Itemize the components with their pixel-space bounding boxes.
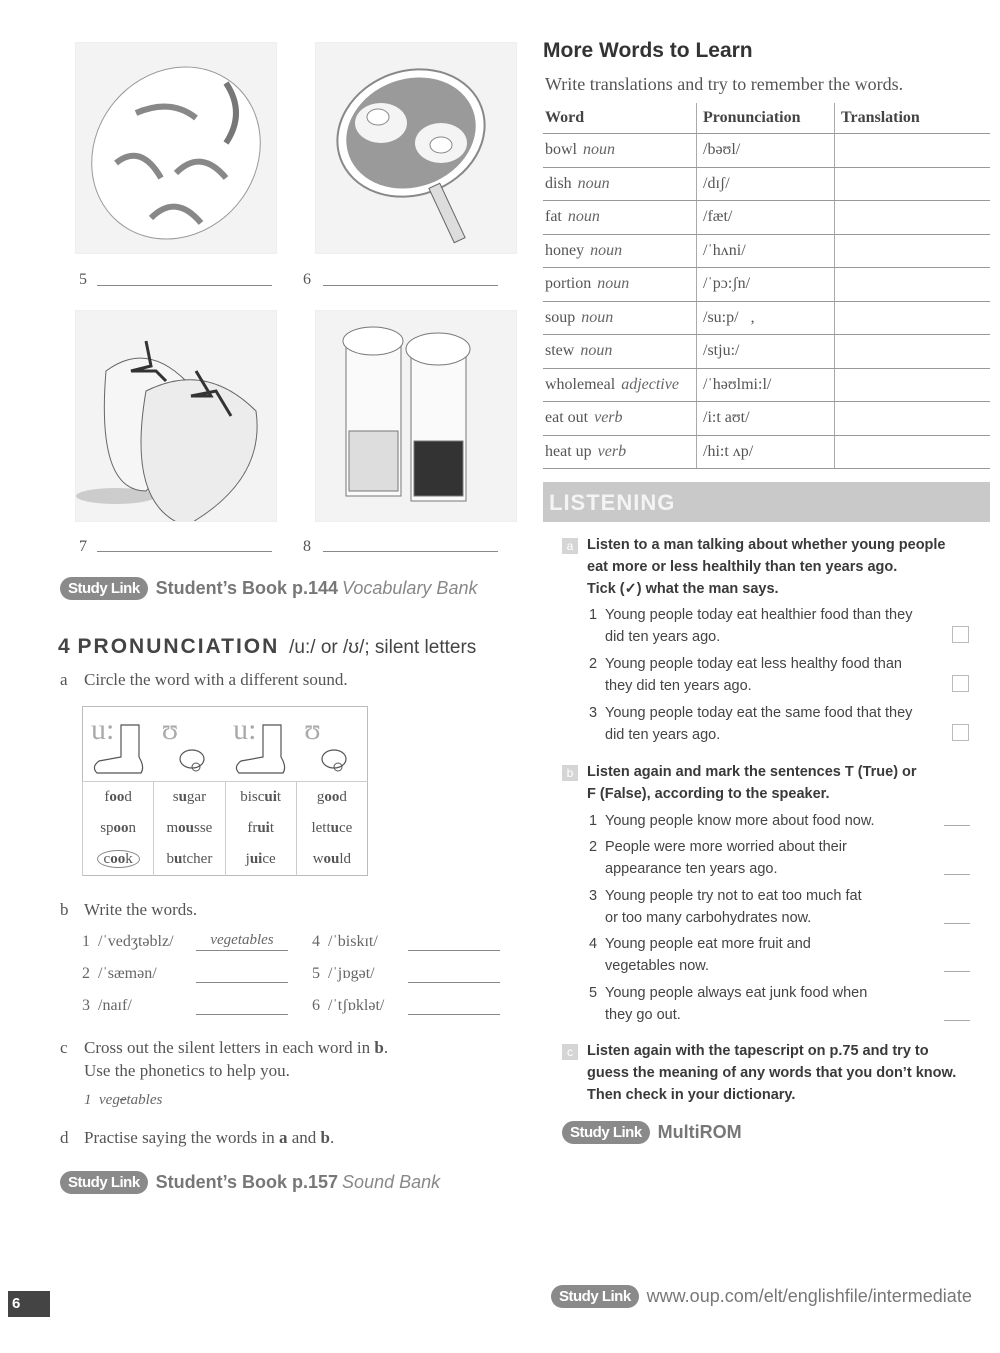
item-phonetic: /ˈbiskɪt/ [328, 933, 378, 950]
tick-checkbox[interactable] [952, 626, 969, 643]
word-end: t [276, 789, 282, 805]
word-cell [543, 268, 697, 302]
vocabulary-table [543, 103, 990, 469]
pronunciation-cell: /dɪʃ/ [697, 167, 835, 201]
sound-table [82, 706, 368, 876]
exercise-letter: a [60, 670, 68, 689]
translation-input[interactable] [835, 234, 991, 268]
part-of-speech: noun [567, 208, 600, 226]
item-line: Young people today eat less healthy food than [605, 656, 902, 672]
section-subtitle: /u:/ or /ʊ/; silent letters [289, 637, 477, 658]
exercise-a-instruction [60, 670, 348, 690]
pronunciation-cell: /fæt/ [697, 201, 835, 235]
translation-input[interactable] [835, 268, 991, 302]
strawberries-illustration [76, 311, 276, 521]
table-row [543, 201, 990, 235]
part-of-speech: noun [583, 141, 615, 159]
exercise-letter: b [60, 900, 69, 919]
answer-line[interactable] [97, 285, 272, 286]
column-header-translation: Translation [835, 103, 991, 134]
word-cell [543, 335, 697, 369]
bull-drawing [302, 717, 362, 777]
word[interactable] [317, 789, 347, 805]
word-start: lett [311, 820, 331, 836]
exercise-b-instruction [60, 900, 197, 920]
picture-number: 5 [79, 271, 87, 288]
sound-word-cell[interactable] [225, 782, 296, 814]
item-phonetic: /ˈjɒgət/ [328, 965, 375, 982]
word: dish [545, 174, 572, 192]
word-end: ce [338, 820, 353, 836]
phonetic-symbol: u: [91, 713, 115, 746]
item-number: 2 [82, 965, 90, 982]
translation-input[interactable] [835, 201, 991, 235]
sound-icon-cell [154, 707, 225, 782]
word-end: d [339, 789, 347, 805]
item-number: 3 [82, 997, 90, 1014]
exercise-c-example [84, 1092, 162, 1109]
exercise-marker-b: b [562, 765, 578, 781]
write-word-item [82, 933, 174, 951]
word-sound: ou [323, 851, 340, 867]
translation-input[interactable] [835, 335, 991, 369]
part-of-speech: noun [590, 241, 623, 259]
listening-instruction-b [587, 761, 917, 805]
word[interactable] [167, 851, 213, 867]
sound-word-cell[interactable] [225, 844, 296, 876]
word-sound: oo [324, 789, 340, 805]
section-heading-pronunciation [58, 635, 476, 659]
instruction-line: F (False), according to the speaker. [587, 786, 830, 802]
word-end: sse [194, 820, 213, 836]
word-end: tcher [182, 851, 213, 867]
word[interactable] [173, 789, 206, 805]
item-text [605, 933, 811, 977]
true-false-answer-line[interactable] [944, 825, 970, 826]
sound-word-cell[interactable] [225, 813, 296, 844]
picture-number: 7 [79, 538, 87, 555]
word-end: t [269, 820, 275, 836]
picture-fried-eggs [315, 42, 517, 254]
part-of-speech: verb [594, 409, 623, 427]
sound-word-cell[interactable] [154, 782, 225, 814]
study-link-vocabulary-bank[interactable] [60, 577, 477, 600]
word-sound: u [330, 820, 339, 836]
word: soup [545, 308, 576, 326]
listening-b-item [589, 933, 811, 977]
tick-checkbox[interactable] [952, 675, 969, 692]
phonetic-symbol: ʊ [304, 713, 321, 746]
sound-icon-cell [83, 707, 154, 782]
pronunciation-cell: /ˈhəʊlmi:l/ [697, 368, 835, 402]
exercise-letter: c [60, 1038, 68, 1057]
word-start: w [312, 851, 324, 867]
part-of-speech: noun [580, 342, 613, 360]
item-phonetic: /ˈvedʒtəblz/ [98, 933, 174, 950]
table-row [543, 301, 990, 335]
bull-icon [154, 707, 225, 781]
instruction-line: guess the meaning of any words that you don’t know. [587, 1065, 957, 1081]
part-of-speech: noun [597, 275, 630, 293]
part-of-speech: adjective [621, 375, 679, 393]
item-text [605, 836, 847, 880]
word-start: m [166, 820, 179, 836]
item-number: 5 [312, 965, 320, 982]
exercise-text: Practise saying the words in [84, 1128, 279, 1147]
item-line: Young people today eat healthier food than they [605, 607, 913, 623]
item-line: or too many carbohydrates now. [605, 910, 812, 926]
part-of-speech: noun [577, 174, 610, 192]
boot-drawing [231, 717, 291, 777]
listening-b-item [589, 885, 862, 929]
word[interactable] [97, 850, 140, 868]
item-line: Young people eat more fruit and [605, 936, 811, 952]
translation-input[interactable] [835, 134, 991, 168]
word: heat up [545, 442, 592, 460]
instruction-line: Tick (✓) what the man says. [587, 581, 779, 597]
translation-input[interactable] [835, 368, 991, 402]
word-cell [543, 134, 697, 168]
word-sound: oo [110, 851, 126, 867]
exercise-text: Circle the word with a different sound. [84, 670, 348, 689]
listening-instruction-c [587, 1040, 956, 1106]
sound-icon-cell [296, 707, 367, 782]
sound-icon-cell [225, 707, 296, 782]
listening-b-item [589, 982, 867, 1026]
item-number: 3 [589, 888, 598, 904]
item-number: 6 [312, 997, 320, 1014]
word-cell [543, 234, 697, 268]
word: fat [545, 208, 562, 226]
study-link-multirom[interactable] [562, 1121, 742, 1144]
word-start: c [103, 851, 111, 867]
word-cell [543, 402, 697, 436]
sound-word-cell[interactable] [83, 844, 154, 876]
item-text [605, 653, 902, 697]
exercise-marker-c: c [562, 1044, 578, 1060]
word[interactable] [166, 820, 212, 836]
picture-number: 6 [303, 271, 311, 288]
answer-line[interactable] [323, 285, 498, 286]
salt-pepper-illustration [316, 311, 516, 521]
sound-word-cell[interactable] [296, 782, 367, 814]
study-link-sound-bank[interactable] [60, 1171, 440, 1194]
study-link-pill: Study Link [562, 1121, 650, 1144]
true-false-answer-line[interactable] [944, 874, 970, 875]
instruction-line: eat more or less healthily than ten years ago. [587, 559, 898, 575]
bold-ref: b [374, 1038, 384, 1057]
study-link-text: MultiROM [657, 1122, 742, 1142]
item-number: 1 [589, 607, 598, 623]
item-number: 1 [82, 933, 90, 950]
tick-checkbox[interactable] [952, 724, 969, 741]
exercise-marker-a: a [562, 538, 578, 554]
item-text [605, 810, 875, 832]
exercise-d-instruction [60, 1128, 334, 1148]
listening-a-item [589, 653, 902, 697]
true-false-answer-line[interactable] [944, 1020, 970, 1021]
study-link-pill: Study Link [60, 577, 148, 600]
pronunciation-cell: /ˈhʌni/ [697, 234, 835, 268]
write-word-item [82, 965, 157, 983]
answer-blank[interactable] [408, 932, 500, 951]
sound-word-cell[interactable] [296, 844, 367, 876]
table-row [543, 435, 990, 469]
write-word-item [312, 965, 375, 983]
sound-word-cell[interactable] [83, 813, 154, 844]
exercise-c-instruction [60, 1036, 388, 1082]
item-number: 5 [589, 985, 598, 1001]
item-number: 4 [589, 936, 598, 952]
exercise-text: and [287, 1128, 321, 1147]
item-line: they did ten years ago. [605, 678, 752, 694]
write-word-item [312, 933, 378, 951]
word: honey [545, 241, 585, 259]
word-end: ce [262, 851, 276, 867]
word-start: g [316, 789, 325, 805]
punct: . [330, 1128, 335, 1147]
word-end: d [124, 789, 132, 805]
word-sound: oo [109, 789, 125, 805]
translation-input[interactable] [835, 435, 991, 469]
pronunciation-cell: /bəʊl/ [697, 134, 835, 168]
table-row [543, 402, 990, 436]
picture-number: 8 [303, 538, 311, 555]
sound-icons-row [83, 707, 368, 782]
word-end: gar [186, 789, 207, 805]
item-line: vegetables now. [605, 958, 709, 974]
study-link-text: Student’s Book p.157 [155, 1172, 339, 1192]
sound-word-row [83, 782, 368, 814]
word[interactable] [246, 851, 276, 867]
punct: . [383, 1038, 389, 1057]
listening-a-item [589, 702, 912, 746]
study-link-italic: Sound Bank [342, 1172, 441, 1192]
pronunciation-cell: /i:t aʊt/ [697, 402, 835, 436]
word-start: j [245, 851, 250, 867]
item-line: Young people always eat junk food when [605, 985, 868, 1001]
answer-blank[interactable] [408, 964, 500, 983]
sound-word-cell[interactable] [154, 844, 225, 876]
exercise-letter: d [60, 1128, 69, 1147]
word: bowl [545, 141, 577, 159]
listening-title: LISTENING [549, 490, 676, 515]
translation-input[interactable] [835, 301, 991, 335]
listening-a-item [589, 604, 912, 648]
translation-input[interactable] [835, 167, 991, 201]
part-of-speech: noun [581, 308, 614, 326]
study-link-italic: Vocabulary Bank [342, 578, 478, 598]
boot-icon [83, 707, 154, 781]
word-start: fr [247, 820, 258, 836]
answer-line[interactable] [97, 551, 272, 552]
item-phonetic: /ˈtʃɒklət/ [328, 997, 385, 1014]
table-row [543, 335, 990, 369]
section-title: PRONUNCIATION [77, 635, 280, 658]
picture-strawberries [75, 310, 277, 522]
word[interactable] [104, 789, 132, 805]
item-line: did ten years ago. [605, 727, 721, 743]
phonetic-symbol: ʊ [161, 713, 179, 746]
study-link-text: Student’s Book p.144 [155, 578, 339, 598]
bold-ref: a [279, 1128, 288, 1147]
picture-prawns [75, 42, 277, 254]
word-sound: ou [178, 820, 194, 836]
listening-b-item [589, 810, 875, 832]
word: eat out [545, 409, 589, 427]
answer-blank[interactable] [196, 964, 288, 983]
bull-icon [296, 707, 367, 781]
word: portion [545, 275, 592, 293]
true-false-answer-line[interactable] [944, 971, 970, 972]
word[interactable] [100, 820, 136, 836]
bull-drawing [160, 717, 220, 777]
study-link-pill: Study Link [551, 1285, 639, 1308]
pronunciation-cell: /hi:t ʌp/ [697, 435, 835, 469]
prawns-illustration [76, 43, 276, 253]
item-line: they go out. [605, 1007, 681, 1023]
word: stew [545, 342, 575, 360]
table-row [543, 167, 990, 201]
column-header-pronunciation: Pronunciation [697, 103, 835, 134]
word-cell [543, 301, 697, 335]
item-phonetic: /naɪf/ [98, 997, 132, 1014]
item-line: appearance ten years ago. [605, 861, 778, 877]
item-text [605, 604, 912, 648]
listening-header-bar [543, 482, 990, 522]
exercise-text: Cross out the silent letters in each word in [84, 1038, 375, 1057]
exercise-text-line2: Use the phonetics to help you. [84, 1061, 290, 1080]
table-row [543, 134, 990, 168]
footer-study-link[interactable] [551, 1285, 972, 1308]
frying-pan-illustration [316, 43, 516, 253]
item-number: 4 [312, 933, 320, 950]
true-false-answer-line[interactable] [944, 923, 970, 924]
word-end: n [128, 820, 137, 836]
bold-ref: b [320, 1128, 331, 1147]
item-text [605, 982, 867, 1026]
footer-url-link[interactable]: www.oup.com/elt/englishfile/intermediate [646, 1286, 972, 1306]
word-end: k [125, 851, 133, 867]
pronunciation-cell: /su:p/ , [697, 301, 835, 335]
word-sound: u [174, 851, 183, 867]
item-line: Young people know more about food now. [605, 813, 875, 829]
item-number: 2 [589, 839, 598, 855]
instruction-line: Listen again with the tapescript on p.75 and try to [587, 1043, 929, 1059]
word[interactable] [311, 820, 352, 836]
boot-drawing [89, 717, 149, 777]
picture-salt-pepper [315, 310, 517, 522]
word-sound: oo [113, 820, 129, 836]
item-text [605, 885, 862, 929]
translation-input[interactable] [835, 402, 991, 436]
word-start: sp [100, 820, 114, 836]
listening-b-item [589, 836, 847, 880]
word[interactable] [313, 851, 351, 867]
sound-word-cell[interactable] [83, 782, 154, 814]
item-number: 2 [589, 656, 598, 672]
table-row [543, 368, 990, 402]
word[interactable] [247, 820, 274, 836]
instruction-line: Then check in your dictionary. [587, 1087, 796, 1103]
sound-word-cell[interactable] [296, 813, 367, 844]
item-line: Young people today eat the same food that they [605, 705, 913, 721]
section-number: 4 [58, 635, 72, 658]
item-line: Young people try not to eat too much fat [605, 888, 862, 904]
phonetic-symbol: u: [233, 713, 257, 746]
table-row [543, 268, 990, 302]
word-end: ld [339, 851, 352, 867]
example-word-pre: veg [99, 1092, 120, 1108]
study-link-pill: Study Link [60, 1171, 148, 1194]
word-sound: ui [264, 789, 277, 805]
sound-word-row [83, 844, 368, 876]
write-word-item [312, 997, 384, 1015]
word-sound: u [178, 789, 187, 805]
word-cell [543, 167, 697, 201]
write-word-item [82, 997, 132, 1015]
answer-blank[interactable]: vegetables [196, 932, 288, 951]
pronunciation-cell: /stju:/ [697, 335, 835, 369]
item-number: 1 [589, 813, 598, 829]
page-number: 6 [8, 1291, 50, 1317]
item-line: People were more worried about their [605, 839, 847, 855]
item-number: 3 [589, 705, 598, 721]
word-sound: ui [257, 820, 270, 836]
answer-blank[interactable] [196, 996, 288, 1015]
word: wholemeal [545, 375, 616, 393]
example-number: 1 [84, 1092, 92, 1108]
word-start: b [166, 851, 174, 867]
word-cell [543, 368, 697, 402]
instruction-line: Listen to a man talking about whether young people [587, 537, 946, 553]
more-words-subtitle: Write translations and try to remember the words. [545, 74, 904, 94]
more-words-title: More Words to Learn [543, 39, 753, 62]
table-header-row [543, 103, 990, 134]
column-header-word: Word [543, 103, 697, 134]
item-text [605, 702, 912, 746]
word[interactable] [240, 789, 281, 805]
exercise-text: Write the words. [84, 900, 198, 919]
sound-word-row [83, 813, 368, 844]
word-cell [543, 435, 697, 469]
boot-icon [225, 707, 296, 781]
table-row [543, 234, 990, 268]
sound-word-cell[interactable] [154, 813, 225, 844]
answer-blank[interactable] [408, 996, 500, 1015]
word-sound: ui [249, 851, 263, 867]
item-line: did ten years ago. [605, 629, 721, 645]
listening-instruction-a [587, 534, 946, 600]
pronunciation-cell: /ˈpɔ:ʃn/ [697, 268, 835, 302]
word-cell [543, 201, 697, 235]
instruction-line: Listen again and mark the sentences T (True) or [587, 764, 917, 780]
word-start: s [172, 789, 179, 805]
part-of-speech: verb [597, 442, 627, 460]
answer-line[interactable] [323, 551, 498, 552]
item-phonetic: /ˈsæmən/ [98, 965, 157, 982]
word-start: bisc [240, 789, 265, 805]
crossed-letter: e [119, 1092, 127, 1108]
word-start: f [104, 789, 110, 805]
example-word-post: tables [126, 1092, 163, 1108]
